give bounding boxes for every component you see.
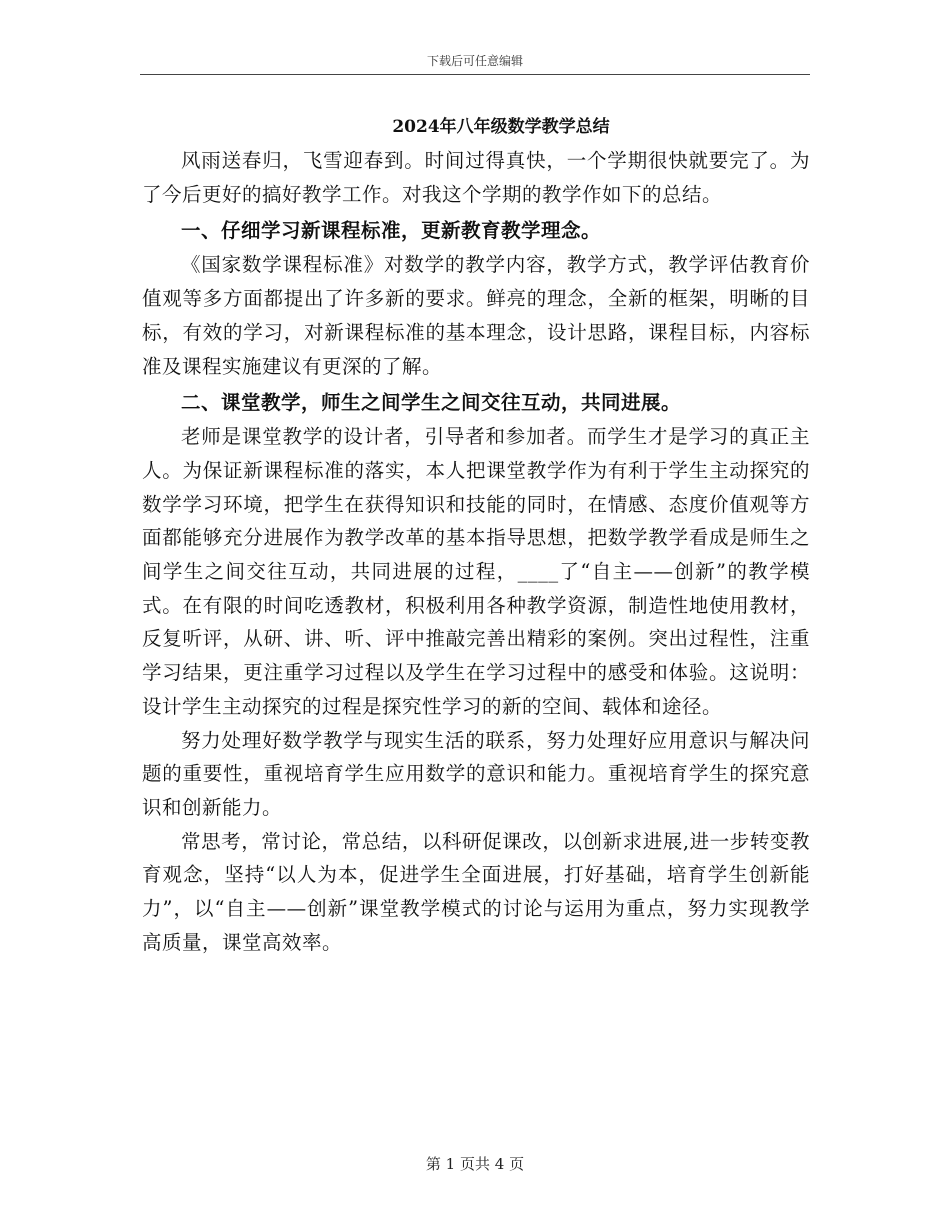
document-body [142, 110, 810, 959]
section-heading-1: 一、仔细学习新课程标准，更新教育教学理念。 [181, 219, 602, 243]
section-2-paragraph-2: 努力处理好数学教学与现实生活的联系，努力处理好应用意识与解决问题的重要性，重视培育学生应用数学的意识和能力。重视培育学生的探究意识和创新能力。 [142, 728, 810, 819]
header-divider [140, 74, 810, 75]
page-number: 第 1 页共 4 页 [425, 1155, 525, 1173]
page-header: 下载后可任意编辑 [426, 54, 523, 68]
section-heading-2: 二、课堂教学，师生之间学生之间交往互动，共同进展。 [181, 391, 682, 415]
section-2-paragraph-1: 老师是课堂教学的设计者，引导者和参加者。而学生才是学习的真正主人。为保证新课程标准的落实，本人把课堂教学作为有利于学生主动探究的数学学习环境，把学生在获得知识和技能的同时，在情感、态度价值观等方面都能够充分进展作为教学改革的基本指导思想，把数学教学看成是师生之间学生之间交往互动，共同进展的过程，____了“自主——创新”的教学模式。在有限的时间吃透教材，积极利用各种教学资源，制造性地使用教材，反复听评，从研、讲、听、评中推敲完善出精彩的案例。突出过程性，注重学习结果，更注重学习过程以及学生在学习过程中的感受和体验。这说明：设计学生主动探究的过程是探究性学习的新的空间、载体和途径。 [142, 425, 810, 718]
intro-paragraph: 风雨送春归，飞雪迎春到。时间过得真快，一个学期很快就要完了。为了今后更好的搞好教学工作。对我这个学期的教学作如下的总结。 [142, 149, 810, 206]
section-1-paragraph: 《国家数学课程标准》对数学的教学内容，教学方式，教学评估教育价值观等多方面都提出了许多新的要求。鲜亮的理念，全新的框架，明晰的目标，有效的学习，对新课程标准的基本理念，设计思路，课程目标，内容标准及课程实施建议有更深的了解。 [142, 253, 810, 378]
document-title: 2024年八年级数学教学总结 [392, 117, 610, 137]
section-2-paragraph-3: 常思考，常讨论，常总结，以科研促课改，以创新求进展,进一步转变教育观念，坚持“以人为本，促进学生全面进展，打好基础，培育学生创新能力”，以“自主——创新”课堂教学模式的讨论与运用为重点，努力实现教学高质量，课堂高效率。 [142, 829, 810, 954]
